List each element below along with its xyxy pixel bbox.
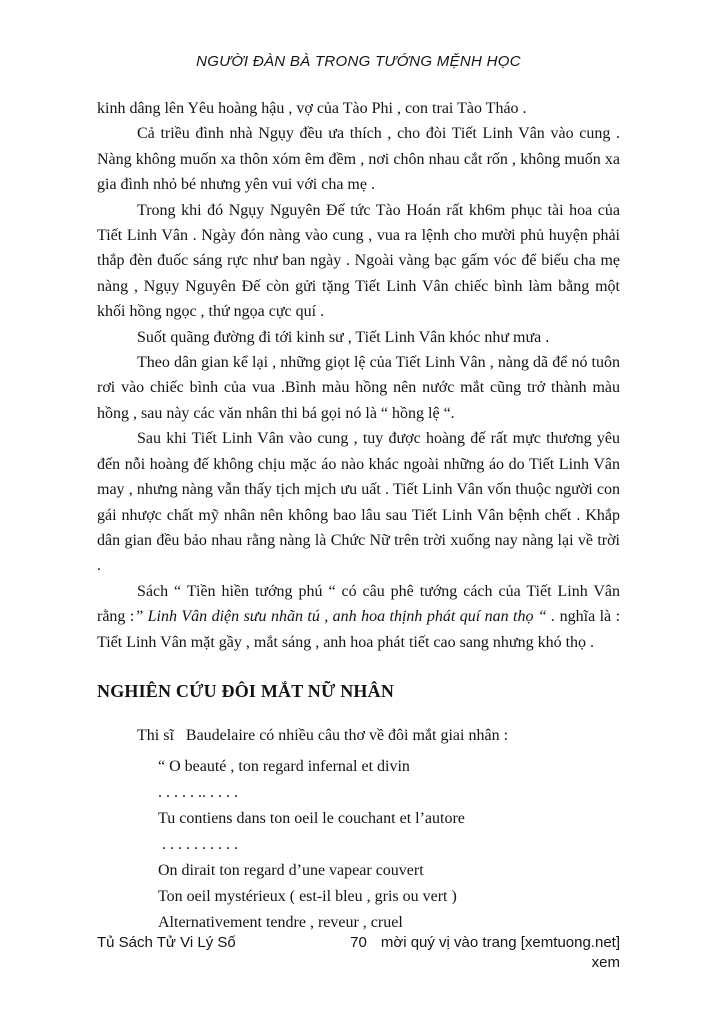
section-heading: NGHIÊN CỨU ĐÔI MẮT NỮ NHÂN	[97, 680, 395, 701]
paragraph: Suốt quãng đường đi tới kinh sư , Tiết Linh Vân khóc như mưa .	[137, 328, 550, 346]
paragraph: Cả triều đình nhà Ngụy đều ưa thích , cho đòi Tiết Linh Vân vào cung . Nàng không muốn xa thôn xóm êm đềm , nơi chôn nhau cắt rốn , không muốn xa gia đình nhỏ bé nhưng yên vui với cha mẹ .	[97, 125, 620, 194]
page-content	[97, 52, 620, 936]
poem-line: On dirait ton regard d’une vapear couvert	[158, 862, 424, 880]
body-text	[97, 96, 620, 655]
paragraph: Theo dân gian kể lại , những giọt lệ của Tiết Linh Vân , nàng dã để nó tuôn rơi vào chiếc bình của vua .Bình màu hồng nên nước mắt cũng trở thành màu hồng , sau này các văn nhân thi bá gọi nó là “ hồng lệ “.	[97, 354, 620, 422]
poem-intro: Thi sĩ Baudelaire có nhiều câu thơ về đôi mắt giai nhân :	[137, 726, 509, 744]
poem-line: Ton oeil mystérieux ( est-il bleu , gris ou vert )	[158, 888, 457, 906]
quote-italic-text: ” Linh Vân diện sưu nhãn tú , anh hoa thịnh phát quí nan thọ “ .	[134, 608, 560, 626]
quote-lead-text: Sách “ Tiền hiền tướng phú “ có câu phê tướng cách của Tiết Linh Vân rằng :	[97, 582, 620, 626]
poem-line: Tu contiens dans ton oeil le couchant et l’autore	[158, 810, 465, 828]
footer-site-note: mời quý vị vào trang [xemtuong.net] xem	[380, 934, 620, 971]
poem-line: Alternativement tendre , reveur , cruel	[158, 914, 403, 932]
page-footer	[97, 933, 620, 973]
paragraph: Sau khi Tiết Linh Vân vào cung , tuy được hoàng đế rất mực thương yêu đến nỗi hoàng đế không chịu mặc áo nào khác ngoài những áo do Tiết Linh Vân may , nhưng nàng vẫn thấy tịch mịch ưu uất . Tiết Linh Vân vốn thuộc người con gái nhược chất mỹ nhân nên không bao lâu sau Tiết Linh Vân bệnh chết . Khắp dân gian đều bảo nhau rằng nàng là Chức Nữ trên trời xuống nay nàng lại về trời .	[97, 430, 620, 575]
running-header-title: NGƯỜI ĐÀN BÀ TRONG TƯỚNG MỆNH HỌC	[196, 53, 521, 70]
paragraph-with-quote	[97, 579, 620, 655]
poem-block	[97, 754, 620, 936]
poem-line-ellipsis: . . . . . . . . . .	[158, 836, 238, 854]
paragraph: Trong khi đó Ngụy Nguyên Đế tức Tào Hoán rất kh6m phục tài hoa của Tiết Linh Vân . Ngày đón nàng vào cung , vua ra lệnh cho mười phủ huyện phải thắp đèn đuốc sáng rực như ban ngày . Ngoài vàng bạc gấm vóc để biếu cha mẹ nàng , Ngụy Nguyên Đế còn gửi tặng Tiết Linh Vân chiếc bình làm bằng một khối hồng ngọc , thứ ngọa cực quí .	[97, 201, 620, 321]
poem-line-ellipsis: . . . . . .. . . . .	[158, 784, 238, 802]
page-number: 70	[350, 934, 367, 951]
paragraph: kinh dâng lên Yêu hoàng hậu , vợ của Tào Phi , con trai Tào Tháo .	[97, 100, 527, 117]
quote-tail-text: nghĩa là : Tiết Linh Vân mặt gầy , mắt sáng , anh hoa phát tiết cao sang nhưng khó thọ .	[97, 608, 621, 651]
poem-line: “ O beauté , ton regard infernal et divin	[158, 758, 410, 776]
footer-book-title: Tủ Sách Tử Vi Lý Số	[97, 934, 236, 951]
